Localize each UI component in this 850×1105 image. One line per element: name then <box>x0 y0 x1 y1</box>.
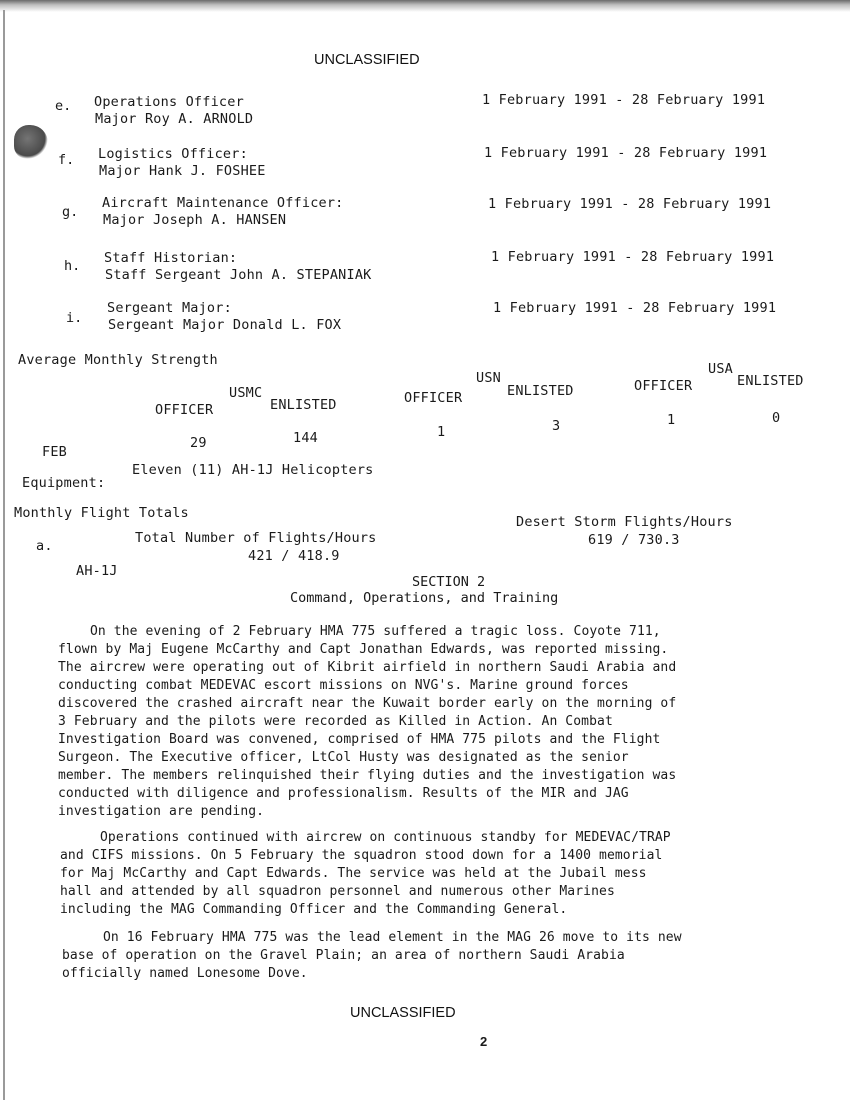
officer-dates: 1 February 1991 - 28 February 1991 <box>491 249 775 265</box>
group-header-usn: USN <box>476 370 501 386</box>
officer-dates: 1 February 1991 - 28 February 1991 <box>493 300 777 316</box>
group-header-usmc: USMC <box>229 385 263 401</box>
desert-storm-value: 619 / 730.3 <box>588 532 680 548</box>
paragraph-line: Investigation Board was convened, comprised of HMA 775 pilots and the Flight <box>58 732 661 747</box>
paragraph-line: On the evening of 2 February HMA 775 suffered a tragic loss. Coyote 711, <box>90 624 661 639</box>
table-cell: 144 <box>293 430 318 446</box>
paragraph-line: investigation are pending. <box>58 804 265 819</box>
officer-dates: 1 February 1991 - 28 February 1991 <box>482 92 766 108</box>
column-header: OFFICER <box>155 402 214 418</box>
equipment-label: Equipment: <box>22 475 106 491</box>
page-number: 2 <box>480 1034 488 1049</box>
paragraph-line: conducted with diligence and professionalism. Results of the MIR and JAG <box>58 786 629 801</box>
officer-title: Sergeant Major: <box>107 300 232 316</box>
paragraph-line: On 16 February HMA 775 was the lead element in the MAG 26 move to its new <box>103 930 682 945</box>
classification-bottom: UNCLASSIFIED <box>350 1005 456 1021</box>
strength-heading: Average Monthly Strength <box>18 352 218 368</box>
paragraph-line: officially named Lonesome Dove. <box>62 966 308 981</box>
officer-dates: 1 February 1991 - 28 February 1991 <box>484 145 768 161</box>
paragraph-line: discovered the crashed aircraft near the Kuwait border early on the morning of <box>58 696 677 711</box>
column-header: OFFICER <box>634 378 693 394</box>
table-cell: 1 <box>437 424 446 440</box>
paragraph-line: conducting combat MEDEVAC escort missions on NVG's. Marine ground forces <box>58 678 629 693</box>
hole-punch-mark <box>14 125 48 159</box>
column-header: ENLISTED <box>737 373 804 389</box>
flight-totals-heading: Monthly Flight Totals <box>14 505 189 521</box>
officer-title: Operations Officer <box>94 94 244 110</box>
officer-letter: g. <box>62 204 79 220</box>
section-heading: SECTION 2 <box>412 574 486 590</box>
paragraph-line: hall and attended by all squadron personnel and numerous other Marines <box>60 884 615 899</box>
officer-name: Major Hank J. FOSHEE <box>99 163 266 179</box>
paragraph-line: and CIFS missions. On 5 February the squadron stood down for a 1400 memorial <box>60 848 663 863</box>
paragraph-line: base of operation on the Gravel Plain; an area of northern Saudi Arabia <box>62 948 625 963</box>
officer-letter: e. <box>55 98 72 114</box>
flight-sub-letter: AH-1J <box>76 563 118 579</box>
paragraph-line: flown by Maj Eugene McCarthy and Capt Jonathan Edwards, was reported missing. <box>58 642 669 657</box>
officer-name: Major Joseph A. HANSEN <box>103 212 287 228</box>
table-cell: 3 <box>552 418 561 434</box>
paragraph-line: 3 February and the pilots were recorded as Killed in Action. An Combat <box>58 714 613 729</box>
table-cell: 1 <box>667 412 676 428</box>
flight-item-letter: a. <box>36 538 53 554</box>
paragraph-line: Operations continued with aircrew on continuous standby for MEDEVAC/TRAP <box>100 830 671 845</box>
paragraph-line: for Maj McCarthy and Capt Edwards. The service was held at the Jubail mess <box>60 866 647 881</box>
row-label: FEB <box>42 444 67 460</box>
section-subheading: Command, Operations, and Training <box>290 590 559 606</box>
officer-name: Sergeant Major Donald L. FOX <box>108 317 342 333</box>
officer-dates: 1 February 1991 - 28 February 1991 <box>488 196 772 212</box>
officer-letter: h. <box>64 258 81 274</box>
desert-storm-label: Desert Storm Flights/Hours <box>516 514 733 530</box>
classification-top: UNCLASSIFIED <box>314 52 420 68</box>
scan-left-edge <box>3 10 5 1100</box>
table-cell: 0 <box>772 410 781 426</box>
table-cell: 29 <box>190 435 207 451</box>
total-flights-value: 421 / 418.9 <box>248 548 340 564</box>
paragraph-line: member. The members relinquished their flying duties and the investigation was <box>58 768 677 783</box>
column-header: ENLISTED <box>270 397 337 413</box>
equipment-value: Eleven (11) AH-1J Helicopters <box>132 462 374 478</box>
total-flights-label: Total Number of Flights/Hours <box>135 530 377 546</box>
officer-title: Staff Historian: <box>104 250 238 266</box>
column-header: OFFICER <box>404 390 463 406</box>
scan-top-edge <box>0 0 850 12</box>
paragraph-line: The aircrew were operating out of Kibrit airfield in northern Saudi Arabia and <box>58 660 677 675</box>
officer-letter: i. <box>66 310 83 326</box>
paragraph-line: including the MAG Commanding Officer and the Commanding General. <box>60 902 568 917</box>
column-header: ENLISTED <box>507 383 574 399</box>
officer-name: Staff Sergeant John A. STEPANIAK <box>105 267 372 283</box>
officer-title: Logistics Officer: <box>98 146 248 162</box>
officer-letter: f. <box>58 152 75 168</box>
group-header-usa: USA <box>708 361 733 377</box>
paragraph-line: Surgeon. The Executive officer, LtCol Husty was designated as the senior <box>58 750 629 765</box>
officer-name: Major Roy A. ARNOLD <box>95 111 254 127</box>
officer-title: Aircraft Maintenance Officer: <box>102 195 344 211</box>
